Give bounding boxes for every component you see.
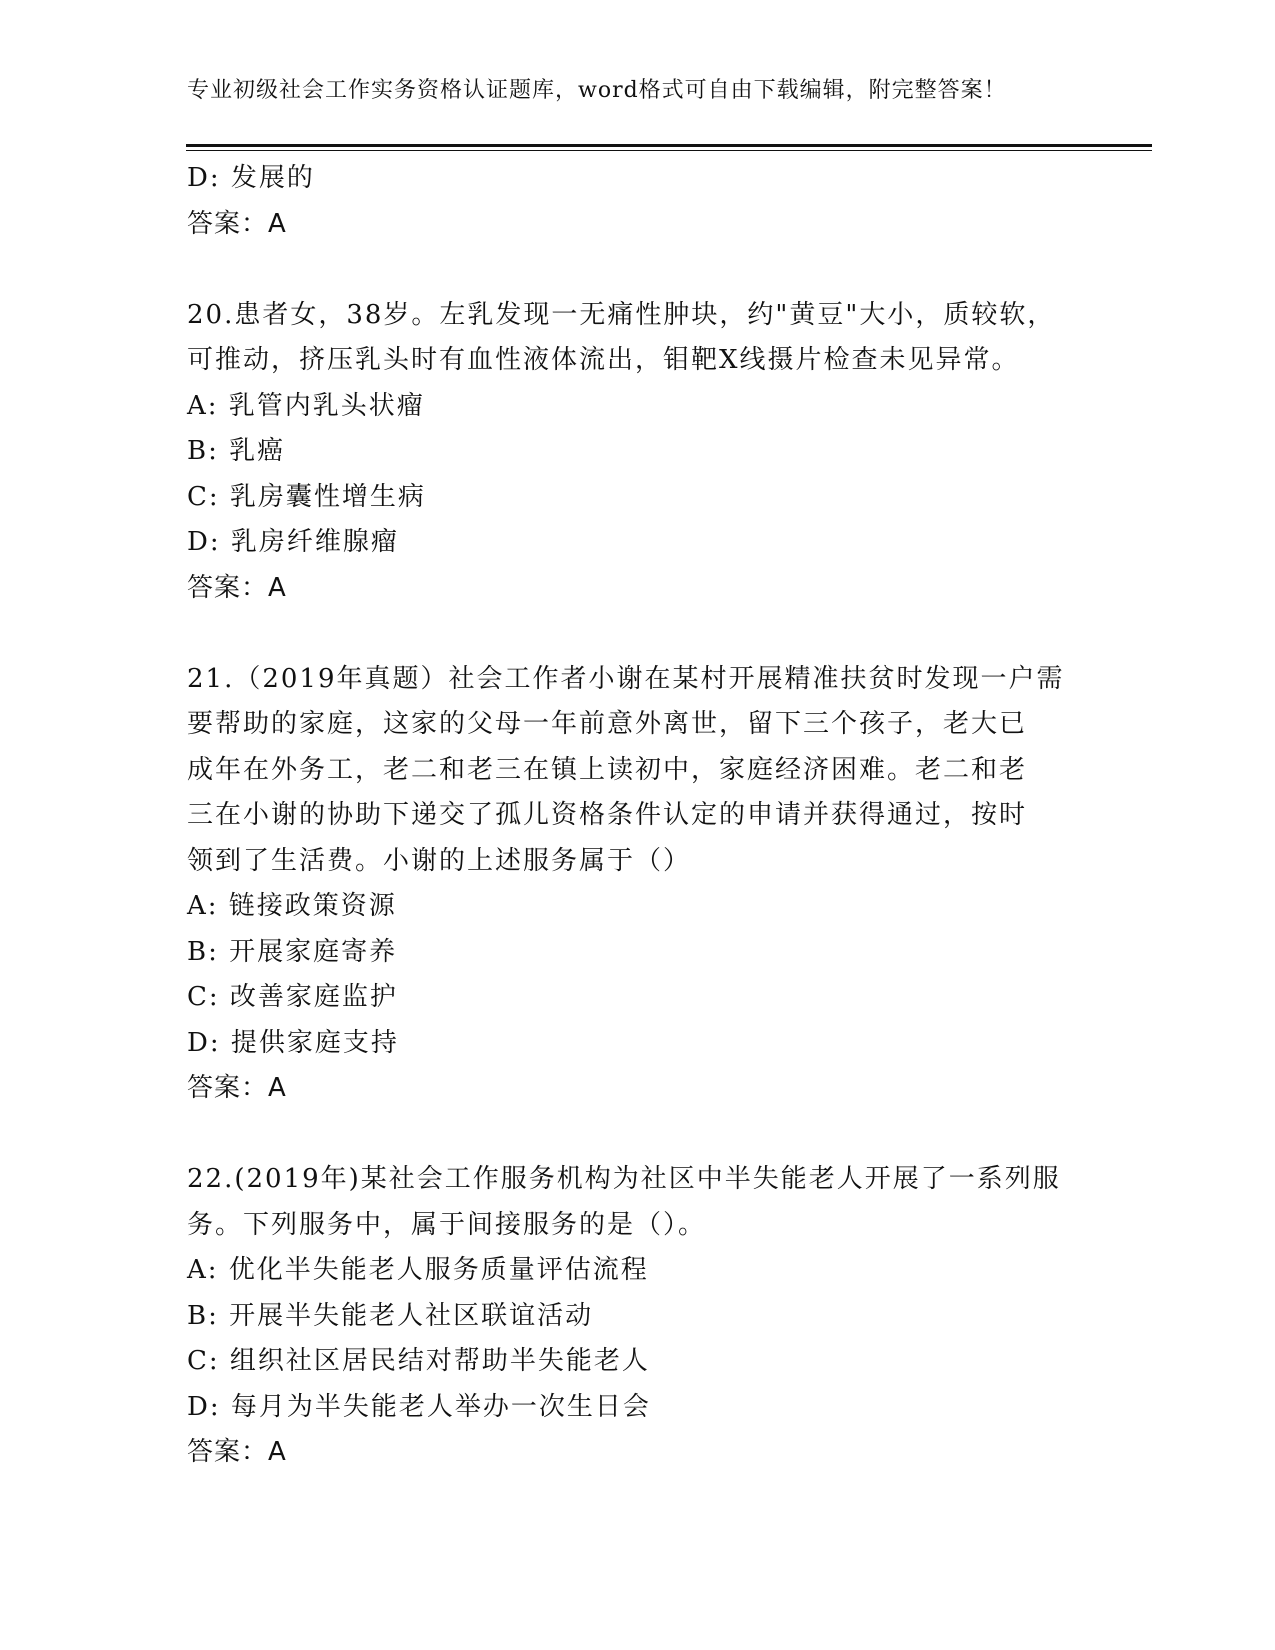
answer-line: 答案：A <box>187 1437 287 1467</box>
option-b: B: 乳癌 <box>187 436 286 466</box>
question-stem-line: 要帮助的家庭，这家的父母一年前意外离世，留下三个孩子，老大已 <box>187 709 1028 739</box>
option-a: A: 链接政策资源 <box>187 891 397 921</box>
option-a: A: 优化半失能老人服务质量评估流程 <box>187 1255 649 1285</box>
option-b: B: 开展家庭寄养 <box>187 936 398 967</box>
spacer <box>187 1112 1087 1158</box>
option-a: A: 乳管内乳头状瘤 <box>187 390 425 421</box>
header-divider-thin <box>186 150 1152 151</box>
option-c: C: 改善家庭监护 <box>187 982 398 1012</box>
question-stem-line: 22.(2019年)某社会工作服务机构为社区中半失能老人开展了一系列服 <box>187 1164 1061 1194</box>
spacer <box>187 611 1087 657</box>
question-block-21 <box>187 657 1087 1112</box>
question-stem-line: 21.（2019年真题）社会工作者小谢在某村开展精准扶贫时发现一户需 <box>187 663 1065 694</box>
option-c: C: 乳房囊性增生病 <box>187 481 426 512</box>
question-stem-line: 可推动，挤压乳头时有血性液体流出，钼靶X线摄片检查未见异常。 <box>187 345 1020 375</box>
option-c: C: 组织社区居民结对帮助半失能老人 <box>187 1346 650 1376</box>
answer-line: 答案：A <box>187 208 287 239</box>
spacer <box>187 247 1087 293</box>
answer-line: 答案：A <box>187 1073 287 1103</box>
option-d: D: 提供家庭支持 <box>187 1027 399 1058</box>
question-block-22 <box>187 1157 1087 1476</box>
page-header: 专业初级社会工作实务资格认证题库，word格式可自由下载编辑，附完整答案！ <box>187 78 1007 103</box>
question-stem-line: 三在小谢的协助下递交了孤儿资格条件认定的申请并获得通过，按时 <box>187 800 1028 830</box>
option-d: D: 发展的 <box>187 163 315 193</box>
question-block-20 <box>187 293 1087 612</box>
question-content <box>187 156 1087 1476</box>
question-stem-line: 务。下列服务中，属于间接服务的是（）。 <box>187 1209 707 1240</box>
question-stem-line: 20.患者女，38岁。左乳发现一无痛性肿块，约"黄豆"大小，质较软， <box>187 299 1056 330</box>
answer-line: 答案：A <box>187 572 287 603</box>
question-block-19-tail <box>187 156 1087 247</box>
header-divider-thick <box>186 144 1152 147</box>
option-b: B: 开展半失能老人社区联谊活动 <box>187 1300 594 1331</box>
question-stem-line: 领到了生活费。小谢的上述服务属于（） <box>187 845 692 876</box>
option-d: D: 每月为半失能老人举办一次生日会 <box>187 1391 651 1422</box>
question-stem-line: 成年在外务工，老二和老三在镇上读初中，家庭经济困难。老二和老 <box>187 754 1028 785</box>
option-d: D: 乳房纤维腺瘤 <box>187 527 399 557</box>
